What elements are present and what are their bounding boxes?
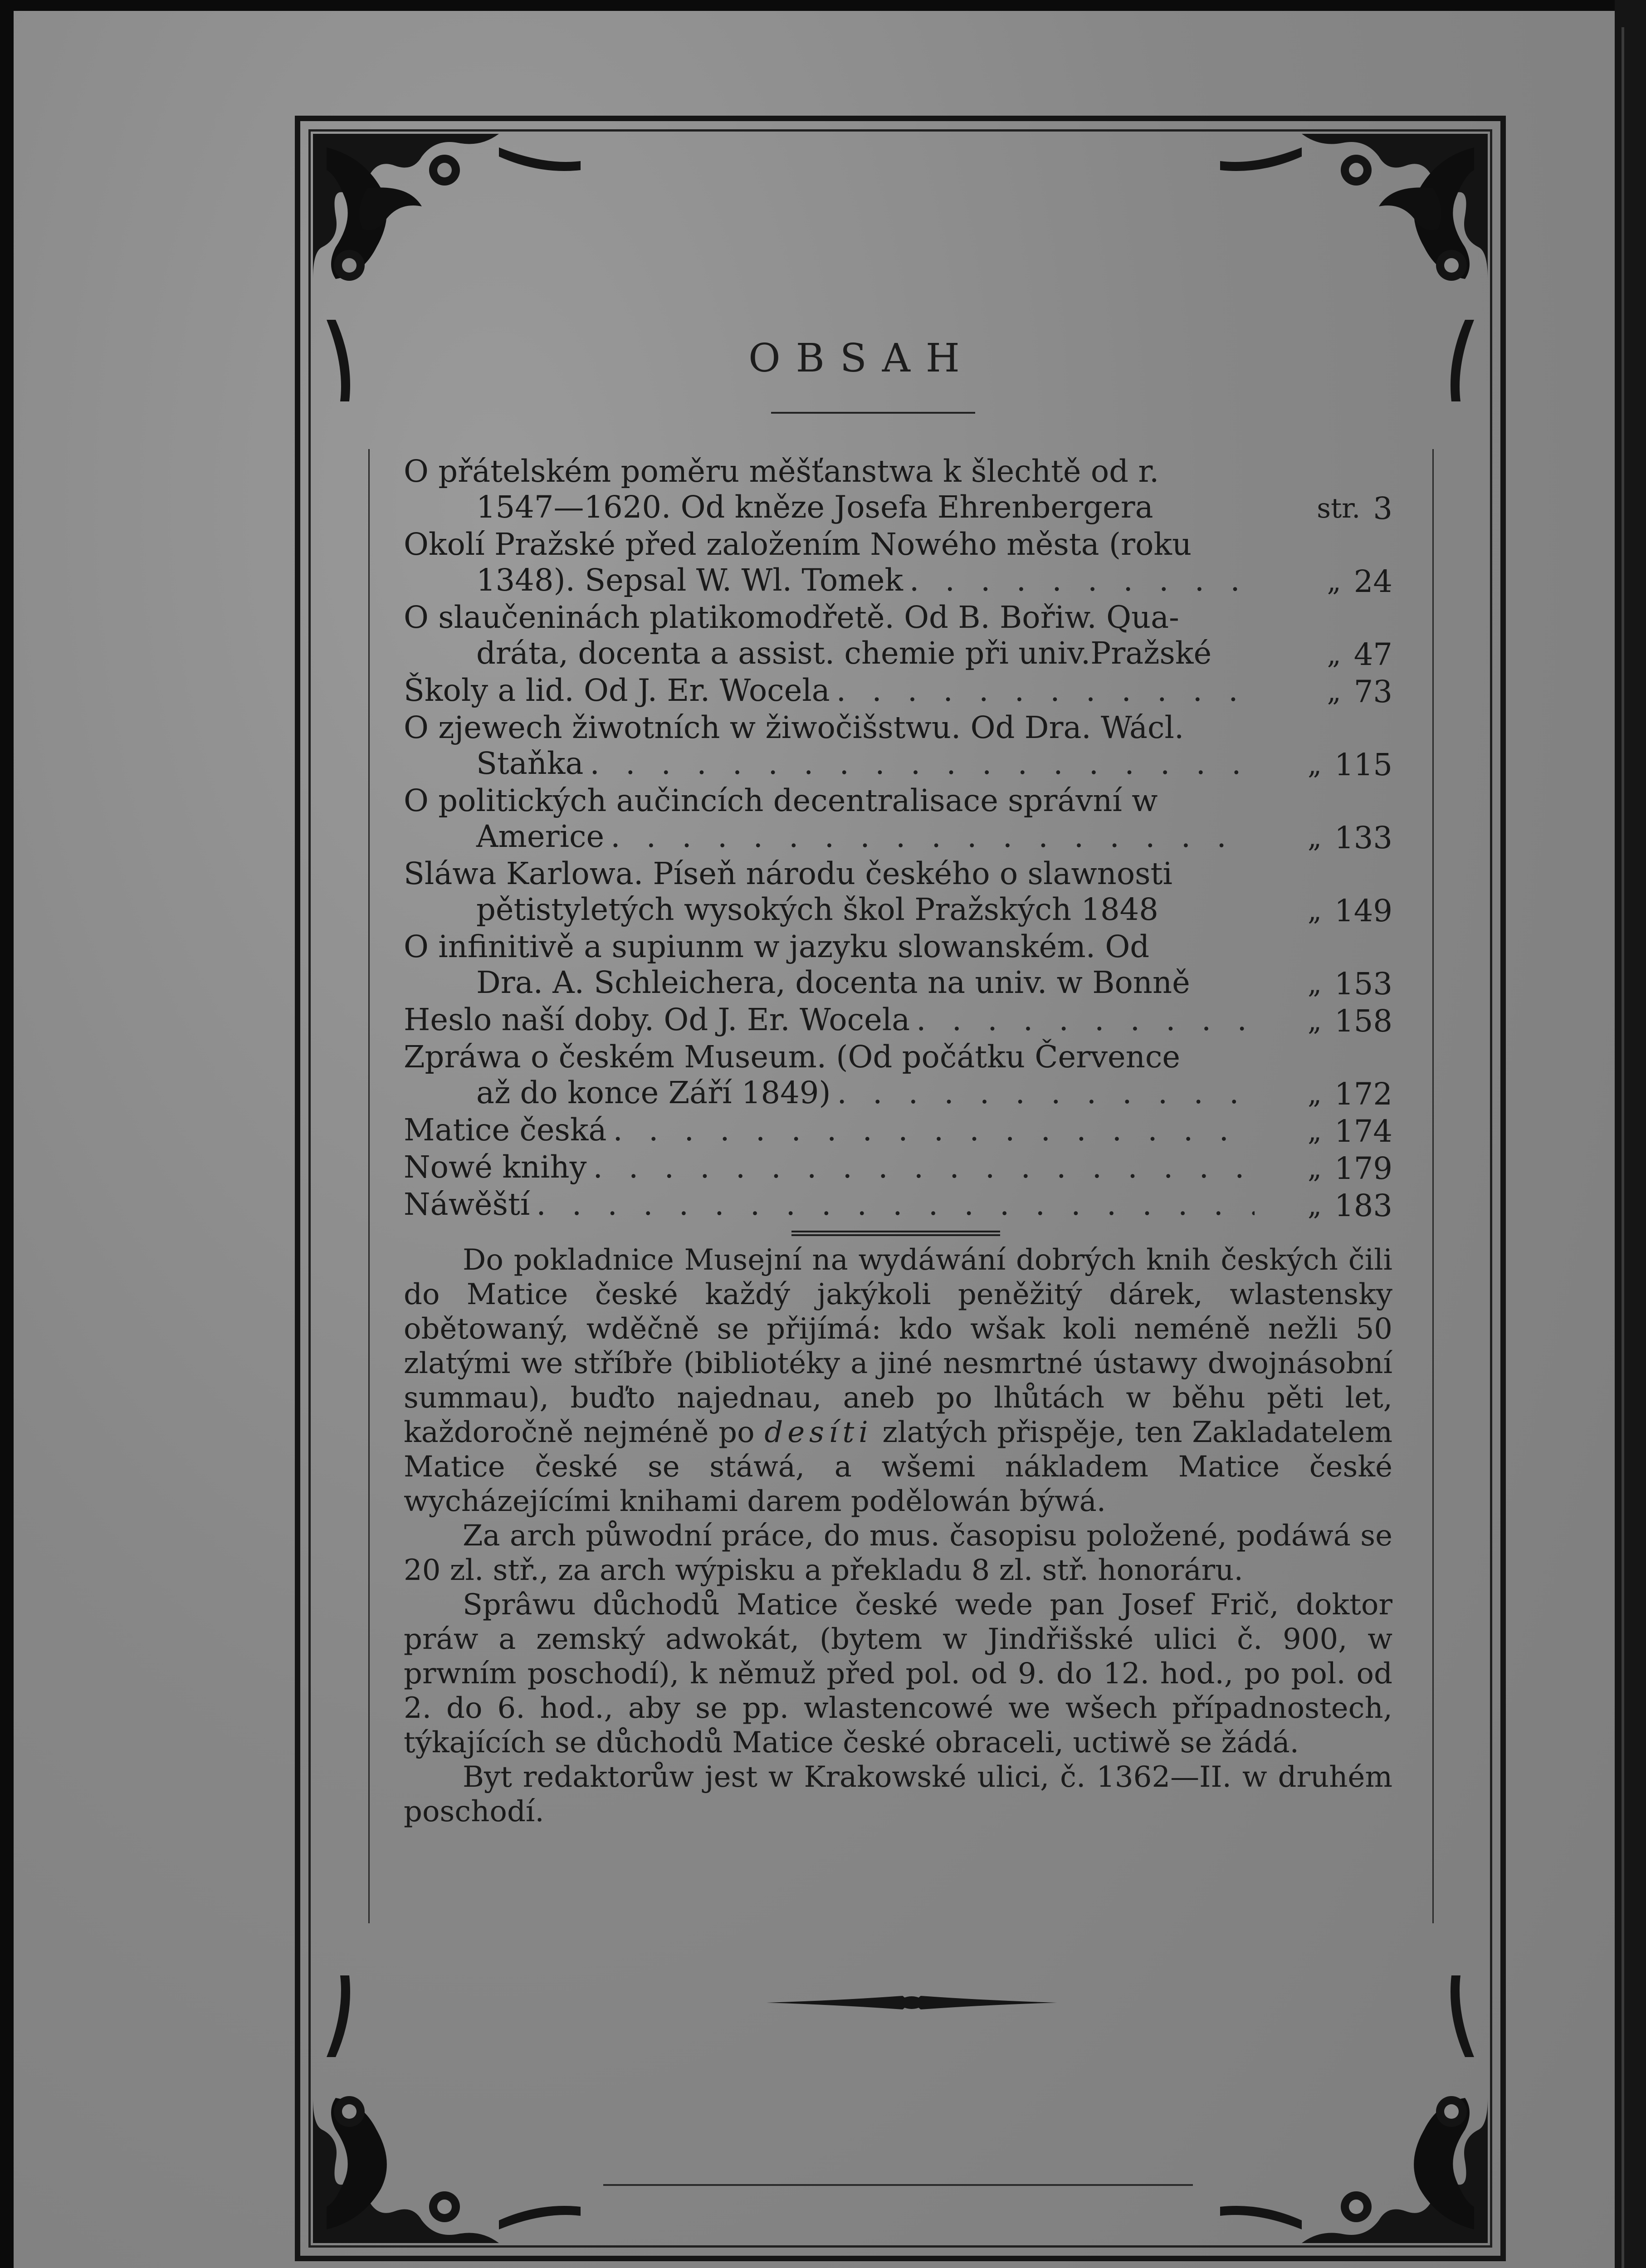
- tailpiece-ornament-icon: [767, 1987, 1057, 2019]
- toc-page-number: 24: [1353, 564, 1392, 599]
- toc-page-ref: [1261, 1151, 1392, 1187]
- toc-entry-line: [404, 746, 1392, 783]
- toc-entry-line: [404, 673, 1392, 710]
- notice-paragraph: Byt redaktorůw jest w Krakowské ulici, č. 1362—II. w druhém poschodí.: [404, 1760, 1392, 1828]
- toc-page-ref: [1261, 1188, 1392, 1224]
- toc-page-ref: [1261, 1114, 1392, 1149]
- toc-entry-line: [404, 892, 1392, 929]
- toc-entry-title: O slaučeninách platikomodřetě. Od B. Bořiw. Qua-: [404, 600, 1179, 635]
- toc-page-number: 153: [1334, 966, 1392, 1002]
- toc-page-number: 115: [1334, 747, 1392, 782]
- toc-page-ref: [1261, 1076, 1392, 1112]
- toc-leader-dots: [909, 562, 1255, 598]
- toc-page-prefix: „: [1327, 676, 1341, 708]
- toc-leader-dots: [837, 1075, 1255, 1111]
- toc-page-ref: [1261, 564, 1392, 600]
- toc-entry-title: 1348). Sepsal W. Wl. Tomek: [476, 562, 903, 598]
- toc-entry: [404, 929, 1392, 1002]
- toc-entry-line: [404, 965, 1392, 1002]
- toc-entry-title: až do konce Září 1849): [476, 1075, 831, 1110]
- toc-entry-line: [404, 783, 1392, 819]
- notice-paragraph: Sprâwu důchodů Matice české wede pan Josef Frič, doktor práw a zemský adwokát, (bytem w Jindřišské ulici č. 900, w prwním poschodí), k němuž před pol. od 9. do 12. hod., po pol. od 2. do 6. hod., aby se pp. wlastencowé we wšech případnostech, týkajících se důchodů Matice české obraceli, uctiwě se žádá.: [404, 1588, 1392, 1760]
- toc-entry-line: [404, 1002, 1392, 1039]
- toc-entry-title: Školy a lid. Od J. Er. Wocela: [404, 673, 830, 708]
- toc-entry-title: 1547—1620. Od kněze Josefa Ehrenbergera: [476, 489, 1153, 525]
- table-of-contents: [404, 454, 1392, 1224]
- toc-page-prefix: „: [1308, 1153, 1322, 1184]
- toc-entry-line: [404, 600, 1392, 635]
- toc-entry: [404, 673, 1392, 710]
- toc-page-ref: [1261, 747, 1392, 783]
- toc-page-prefix: „: [1308, 1115, 1322, 1147]
- corner-ornament-icon: [1166, 1921, 1492, 2248]
- toc-entry-line: [404, 635, 1392, 673]
- toc-page-number: 174: [1334, 1114, 1392, 1149]
- toc-entry-title: O přátelském poměru měšťanstwa k šlechtě od r.: [404, 454, 1159, 489]
- toc-entry-title: Sláwa Karlowa. Píseň národu českého o slawnosti: [404, 856, 1172, 891]
- toc-entry-line: [404, 562, 1392, 600]
- section-divider: [791, 1231, 1000, 1236]
- toc-page-ref: [1261, 674, 1392, 710]
- toc-entry: [404, 1149, 1392, 1187]
- toc-page-number: 149: [1334, 893, 1392, 929]
- toc-page-prefix: „: [1327, 639, 1341, 670]
- toc-entry-title: Okolí Pražské před založením Nowého města (roku: [404, 527, 1192, 562]
- toc-page-ref: [1261, 966, 1392, 1002]
- toc-entry-line: [404, 1075, 1392, 1112]
- page-title: OBSAH: [748, 336, 975, 381]
- toc-entry-line: [404, 819, 1392, 856]
- toc-entry-title: Nowé knihy: [404, 1149, 587, 1185]
- toc-leader-dots: [613, 1112, 1255, 1148]
- toc-entry-title: Staňka: [476, 746, 584, 781]
- frame-rule-bottom: [603, 2184, 1193, 2186]
- toc-entry-title: pětistyletých wysokých škol Pražských 1848: [476, 892, 1158, 927]
- toc-page-ref: [1261, 637, 1392, 673]
- toc-entry-title: Náwěští: [404, 1187, 530, 1222]
- notice-emphasis: desíti: [764, 1416, 873, 1449]
- toc-page-prefix: „: [1327, 566, 1341, 597]
- toc-entry-line: [404, 929, 1392, 965]
- toc-entry-title: Zpráwa o českém Museum. (Od počátku Července: [404, 1039, 1181, 1075]
- toc-page-number: 158: [1334, 1003, 1392, 1039]
- notice-p1-text: Do pokladnice Musejní na wydáwání dobrých knih českých čili do Matice české každý jakýkoli peněžitý dárek, wlastensky obětowaný, wděčně se přijímá: kdo wšak koli neméně nežli 50 zlatými we stříbře (bibliotéky a jiné nesmrtné ústawy dwojnásobní summau), buďto najednau, aneb po lhůtách w běhu pěti let, každoročně nejméně po: [404, 1243, 1392, 1449]
- toc-leader-dots: [916, 1002, 1255, 1038]
- toc-entry-line: [404, 1187, 1392, 1224]
- toc-page-prefix: „: [1308, 968, 1322, 1000]
- toc-page-ref: [1261, 820, 1392, 856]
- toc-entry: [404, 710, 1392, 783]
- title-divider: [771, 412, 975, 414]
- toc-page-number: 179: [1334, 1151, 1392, 1186]
- notice-paragraph: Za arch půwodní práce, do mus. časopisu položené, podáwá se 20 zl. stř., za arch wýpisku a překladu 8 zl. stř. honoráru.: [404, 1519, 1392, 1587]
- toc-leader-dots: [611, 819, 1255, 855]
- toc-entry-line: [404, 856, 1392, 892]
- notice-text: [404, 1243, 1392, 1829]
- frame-rule-right: [1432, 449, 1434, 1923]
- page-edge: [1615, 0, 1646, 2268]
- toc-entry-title: O zjewech žiwotních w žiwočišstwu. Od Dra. Wácl.: [404, 710, 1184, 745]
- toc-entry: [404, 1187, 1392, 1224]
- toc-page-number: 172: [1334, 1076, 1392, 1112]
- toc-page-number: 47: [1353, 637, 1392, 672]
- toc-entry-line: [404, 710, 1392, 746]
- toc-entry-title: Dra. A. Schleichera, docenta na univ. w Bonně: [476, 965, 1190, 1000]
- toc-entry: [404, 454, 1392, 527]
- toc-page-ref: [1261, 893, 1392, 929]
- page-edge-line: [1622, 27, 1624, 2268]
- toc-entry-title: Matice česká: [404, 1112, 607, 1148]
- notice-paragraph: [404, 1243, 1392, 1519]
- corner-ornament-icon: [1166, 129, 1492, 456]
- toc-page-prefix: „: [1308, 1190, 1322, 1222]
- toc-entry-title: O politických aučincích decentralisace správní w: [404, 783, 1158, 818]
- toc-entry-title: dráta, docenta a assist. chemie při univ.Pražské: [476, 635, 1212, 671]
- notice-p1-tail: zlatých přispěje, ten Zakladatelem Matice české se stáwá, a wšemi nákladem Matice české wycházejícími knihami darem podělowán býwá.: [404, 1416, 1393, 1518]
- toc-entry: [404, 527, 1392, 600]
- toc-page-number: 133: [1334, 820, 1392, 855]
- toc-entry: [404, 856, 1392, 929]
- toc-entry-title: Americe: [476, 819, 605, 854]
- toc-entry-line: [404, 489, 1392, 527]
- toc-entry: [404, 1112, 1392, 1149]
- toc-leader-dots: [590, 746, 1255, 782]
- toc-entry: [404, 1039, 1392, 1112]
- toc-leader-dots: [836, 673, 1255, 709]
- toc-entry-title: O infinitivě a supiunm w jazyku slowanském. Od: [404, 929, 1150, 964]
- toc-leader-dots: [536, 1187, 1255, 1222]
- toc-page-prefix: „: [1308, 822, 1322, 854]
- toc-entry: [404, 600, 1392, 673]
- toc-page-number: 183: [1334, 1188, 1392, 1223]
- toc-entry-line: [404, 527, 1392, 562]
- toc-page-prefix: „: [1308, 1005, 1322, 1037]
- toc-entry-line: [404, 454, 1392, 489]
- toc-entry-line: [404, 1112, 1392, 1149]
- frame-rule-left: [368, 449, 370, 1923]
- toc-page-prefix: „: [1308, 749, 1322, 781]
- toc-entry: [404, 783, 1392, 856]
- toc-page-number: 3: [1373, 491, 1392, 526]
- toc-page-number: 73: [1353, 674, 1392, 709]
- toc-entry: [404, 1002, 1392, 1039]
- toc-page-prefix: „: [1308, 895, 1322, 927]
- toc-page-prefix: „: [1308, 1078, 1322, 1110]
- toc-entry-title: Heslo naší doby. Od J. Er. Wocela: [404, 1002, 910, 1037]
- corner-ornament-icon: [308, 1921, 635, 2248]
- toc-leader-dots: [593, 1149, 1255, 1185]
- corner-ornament-icon: [308, 129, 635, 456]
- toc-page-prefix: str.: [1317, 493, 1361, 524]
- toc-entry-line: [404, 1149, 1392, 1187]
- toc-page-ref: [1261, 1003, 1392, 1039]
- toc-entry-line: [404, 1039, 1392, 1075]
- toc-page-ref: [1261, 491, 1392, 527]
